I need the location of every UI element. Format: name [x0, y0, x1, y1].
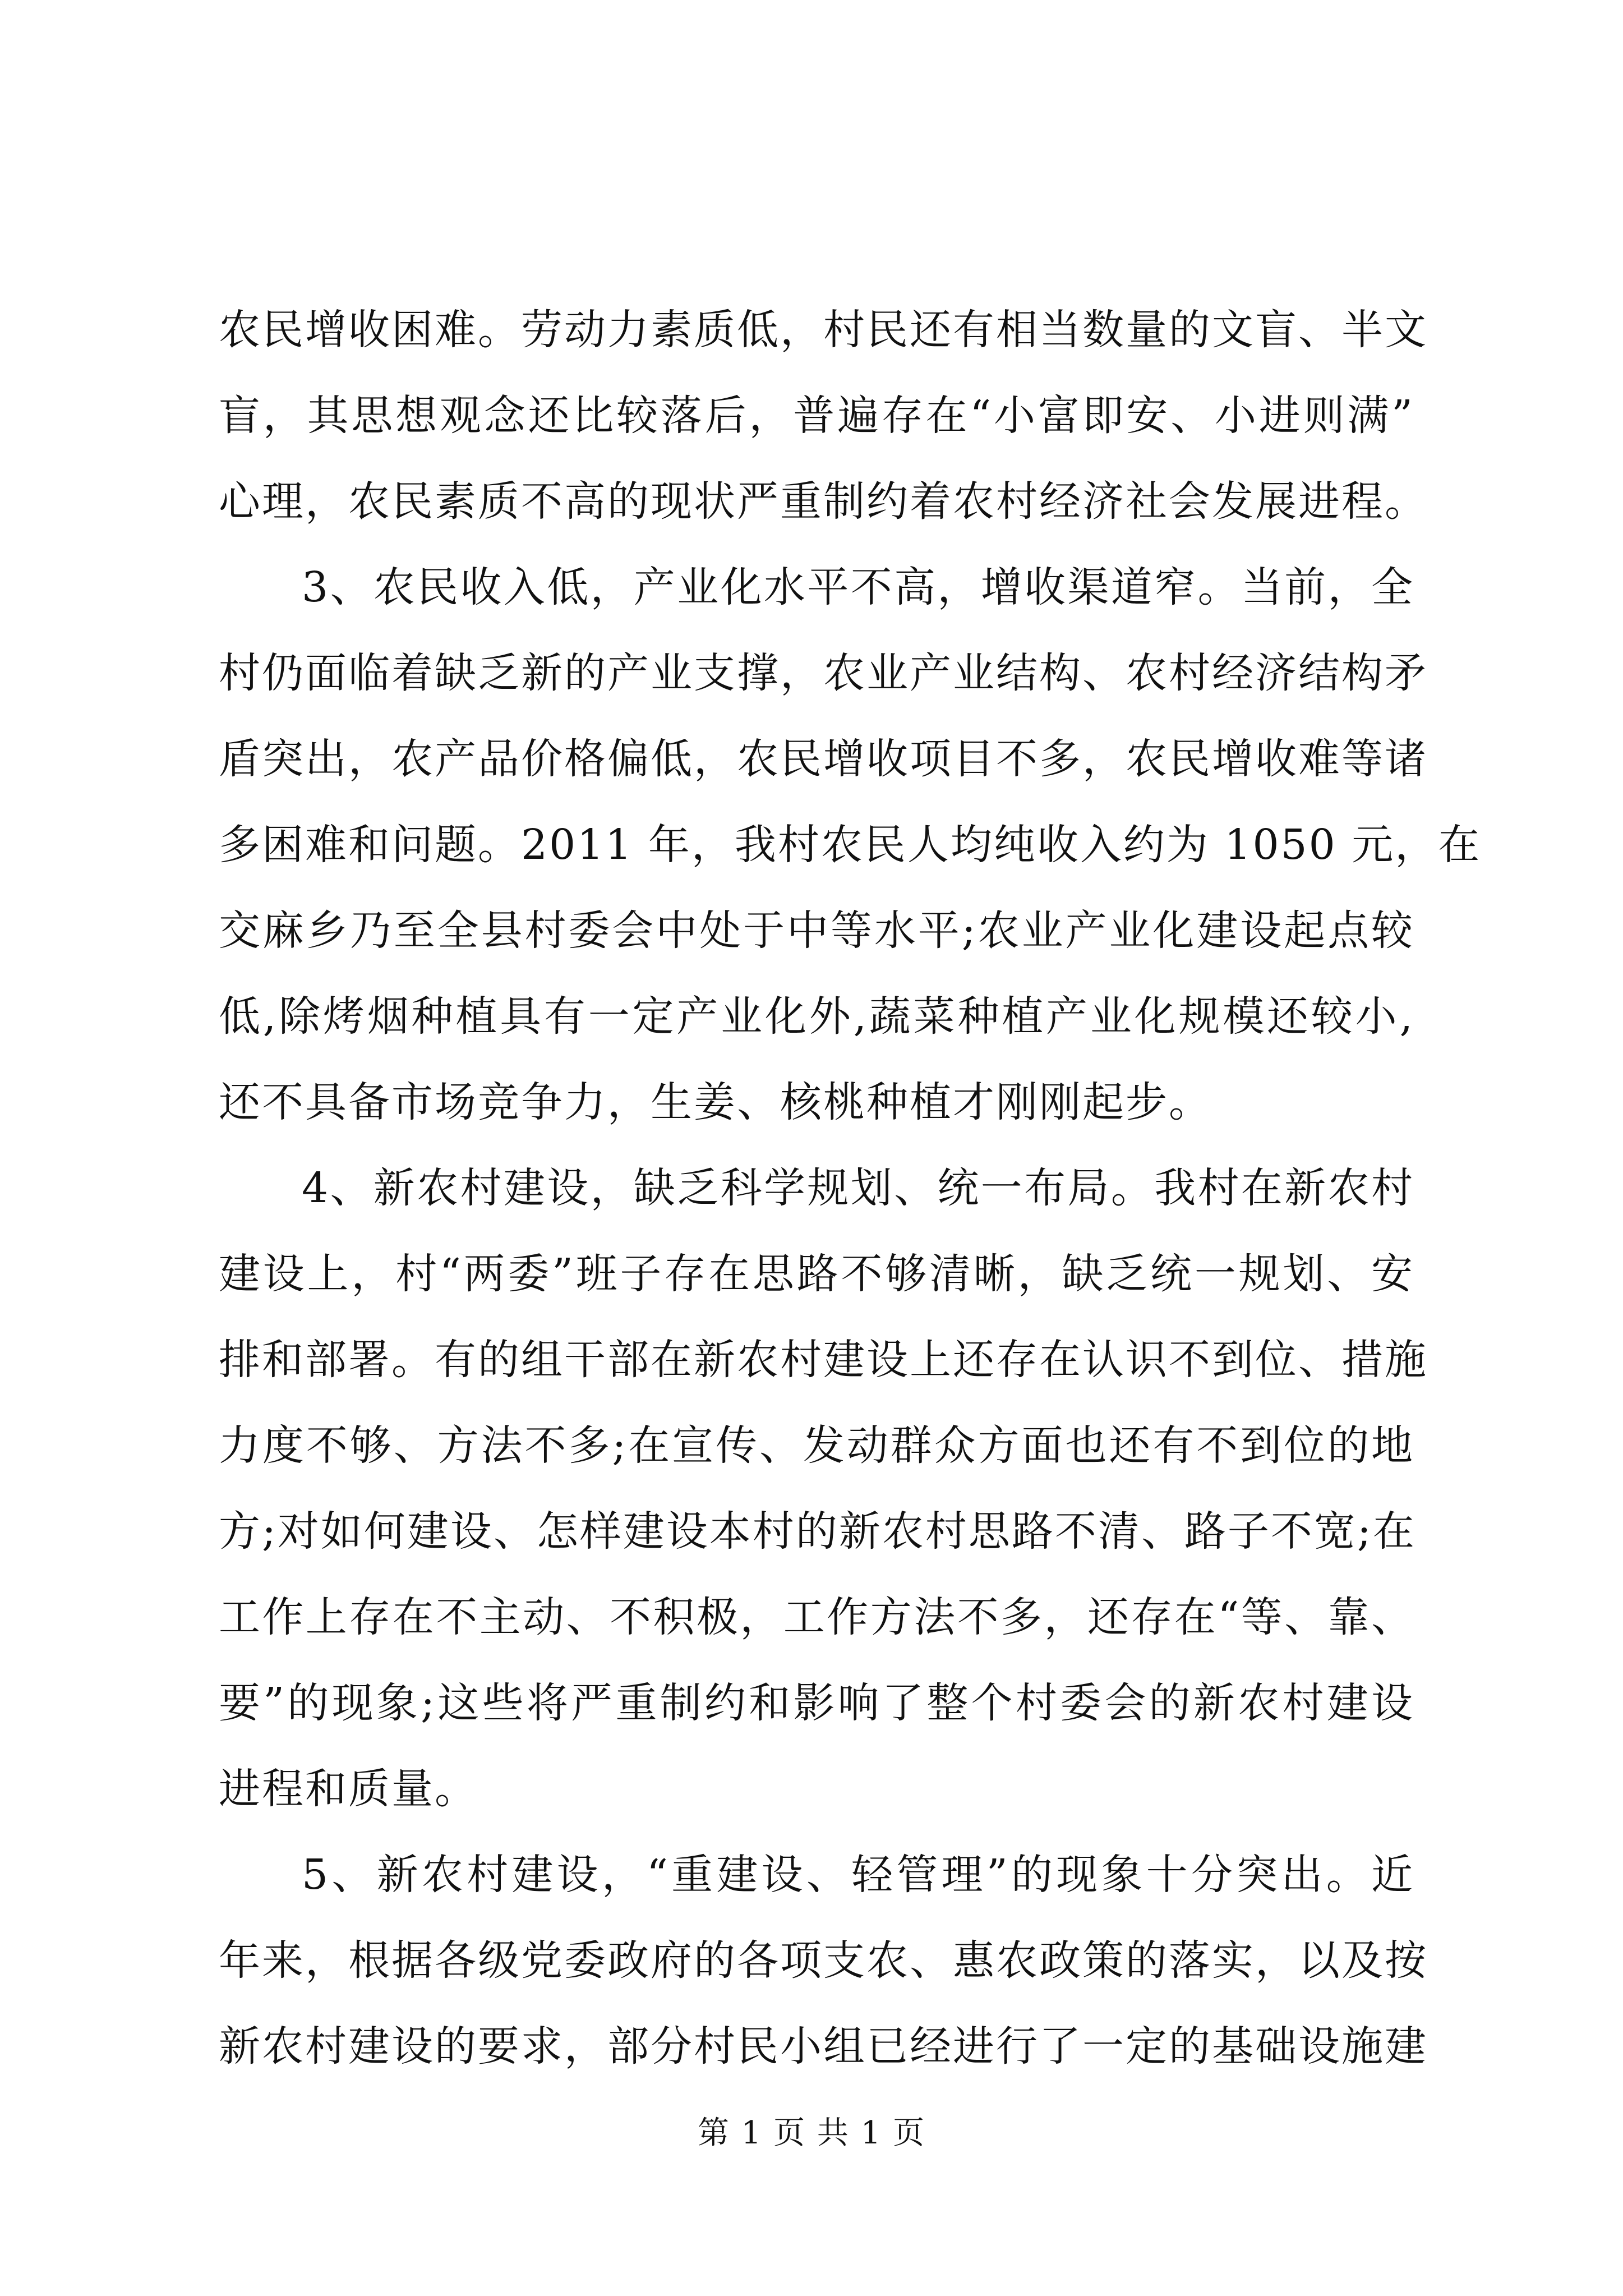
text-line: 新农村建设的要求，部分村民小组已经进行了一定的基础设施建	[219, 2022, 1428, 2070]
text-line: 交麻乡乃至全县村委会中处于中等水平;农业产业化建设起点较	[219, 907, 1414, 955]
text-line: 低,除烤烟种植具有一定产业化外,蔬菜种植产业化规模还较小,	[219, 992, 1414, 1041]
text-line: 4、新农村建设，缺乏科学规划、统一布局。我村在新农村	[302, 1164, 1414, 1212]
text-line: 力度不够、方法不多;在宣传、发动群众方面也还有不到位的地	[219, 1421, 1414, 1470]
text-line: 盲，其思想观念还比较落后，普遍存在“小富即安、小进则满”	[219, 392, 1414, 440]
text-line: 盾突出，农产品价格偏低，农民增收项目不多，农民增收难等诸	[219, 735, 1428, 783]
document-body	[219, 287, 1482, 2090]
text-line: 工作上存在不主动、不积极，工作方法不多，还存在“等、靠、	[219, 1593, 1414, 1641]
text-line: 5、新农村建设，“重建设、轻管理”的现象十分突出。近	[302, 1851, 1414, 1899]
text-line: 进程和质量。	[219, 1765, 478, 1813]
text-line: 排和部署。有的组干部在新农村建设上还存在认识不到位、措施	[219, 1336, 1428, 1384]
text-line: 方;对如何建设、怎样建设本村的新农村思路不清、路子不宽;在	[219, 1507, 1416, 1556]
paragraph	[219, 1832, 1428, 2090]
text-line: 年来，根据各级党委政府的各项支农、惠农政策的落实，以及按	[219, 1936, 1428, 1985]
text-line: 心理，农民素质不高的现状严重制约着农村经济社会发展进程。	[219, 477, 1428, 526]
text-line: 还不具备市场竞争力，生姜、核桃种植才刚刚起步。	[219, 1078, 1212, 1126]
page-footer: 第 1 页 共 1 页	[697, 2115, 926, 2151]
text-line: 农民增收困难。劳动力素质低，村民还有相当数量的文盲、半文	[219, 306, 1428, 354]
text-line: 村仍面临着缺乏新的产业支撑，农业产业结构、农村经济结构矛	[219, 649, 1428, 697]
text-line: 多困难和问题。2011 年，我村农民人均纯收入约为 1050 元，在	[219, 821, 1482, 869]
text-line: 3、农民收入低，产业化水平不高，增收渠道窄。当前，全	[302, 563, 1414, 611]
paragraph	[219, 287, 1428, 545]
paragraph	[219, 1145, 1428, 1832]
text-line: 建设上，村“两委”班子存在思路不够清晰，缺乏统一规划、安	[219, 1250, 1414, 1298]
text-line: 要”的现象;这些将严重制约和影响了整个村委会的新农村建设	[219, 1679, 1414, 1727]
paragraph	[219, 545, 1482, 1145]
